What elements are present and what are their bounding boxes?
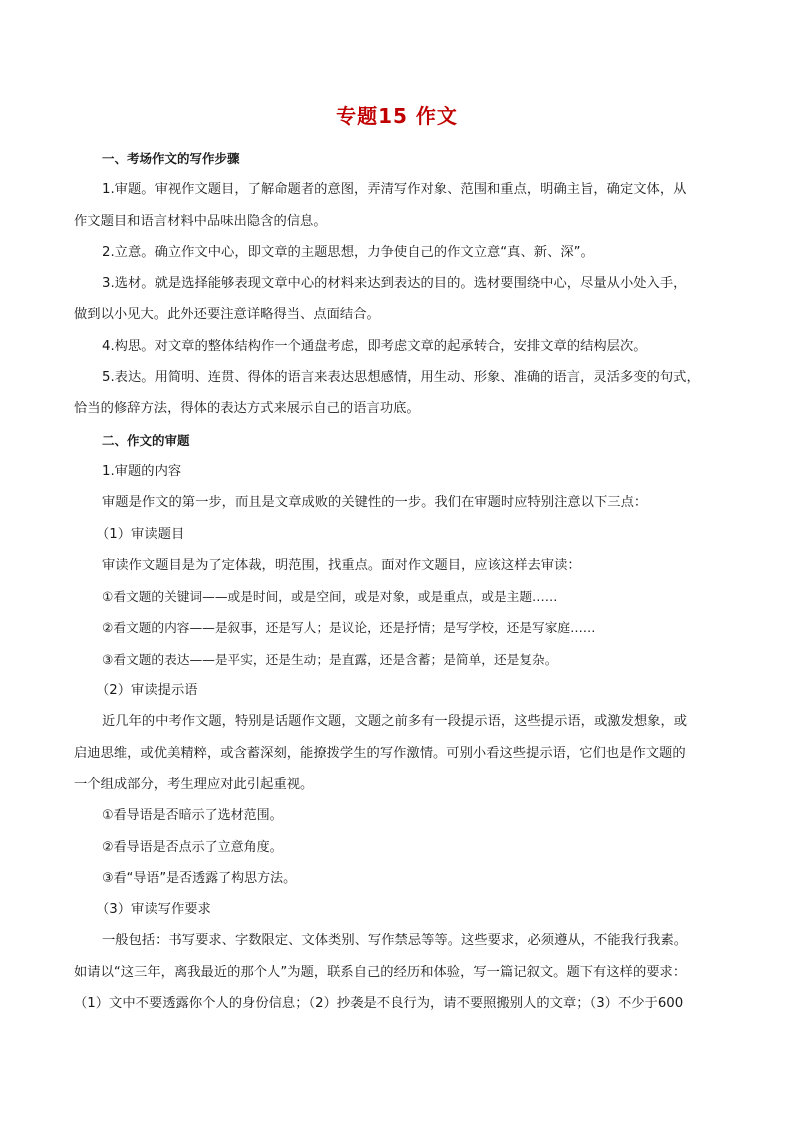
paragraph-line: （1）文中不要透露你个人的身份信息；（2）抄袭是不良行为，请不要照搬别人的文章；（3）不少于600 <box>74 996 684 1012</box>
list-item: ③看文题的表达——是平实，还是生动；是直露，还是含蓄；是简单，还是复杂。 <box>102 651 558 667</box>
paragraph-line: 一般包括：书写要求、字数限定、文体类别、写作禁忌等等。这些要求，必须遵从，不能我行我素。 <box>102 933 688 949</box>
list-item: ②看文题的内容——是叙事，还是写人；是议论，还是抒情；是写学校，还是写家庭…… <box>102 620 596 636</box>
paragraph-line: 4.构思。对文章的整体结构作一个通盘考虑，即考虑文章的起承转合，安排文章的结构层次。 <box>102 338 647 354</box>
subheading: （3）审读写作要求 <box>96 902 211 918</box>
paragraph-line: 审题是作文的第一步，而且是文章成败的关键性的一步。我们在审题时应特别注意以下三点： <box>102 495 648 511</box>
list-item: ③看“导语”是否透露了构思方法。 <box>102 870 297 886</box>
subheading: 1.审题的内容 <box>102 463 182 479</box>
paragraph-line: 恰当的修辞方法，得体的表达方式来展示自己的语言功底。 <box>74 401 420 417</box>
paragraph-line: 1.审题。审视作文题目，了解命题者的意图，弄清写作对象、范围和重点，明确主旨，确定文体，从 <box>102 182 687 198</box>
paragraph-line: 一个组成部分，考生理应对此引起重视。 <box>74 776 314 792</box>
list-item: ①看导语是否暗示了选材范围。 <box>102 808 283 824</box>
subheading: （1）审读题目 <box>96 526 185 542</box>
paragraph-line: 做到以小见大。此外还要注意详略得当、点面结合。 <box>74 307 380 323</box>
paragraph-line: 如请以“这三年，离我最近的那个人”为题，联系自己的经历和体验，写一篇记叙文。题下有这样的要求： <box>74 964 687 980</box>
subheading: （2）审读提示语 <box>96 683 198 699</box>
paragraph-line: 3.选材。就是选择能够表现文章中心的材料来达到表达的目的。选材要围绕中心，尽量从小处入手， <box>102 276 687 292</box>
list-item: ①看文题的关键词——或是时间，或是空间，或是对象，或是重点，或是主题…… <box>102 589 558 605</box>
paragraph-line: 启迪思维，或优美精粹，或含蓄深刻，能撩拨学生的写作激情。可别小看这些提示语，它们也是作文题的 <box>74 745 686 761</box>
document-body <box>74 143 700 1019</box>
paragraph-line: 审读作文题目是为了定体裁，明范围，找重点。面对作文题目，应该这样去审读： <box>102 557 581 573</box>
paragraph-line: 5.表达。用简明、连贯、得体的语言来表达思想感情，用生动、形象、准确的语言，灵活多变的句式， <box>102 370 700 386</box>
paragraph-line: 近几年的中考作文题，特别是话题作文题，文题之前多有一段提示语，这些提示语，或激发想象，或 <box>102 714 688 730</box>
section-heading-2: 二、作文的审题 <box>102 432 190 448</box>
paragraph-line: 作文题目和语言材料中品味出隐含的信息。 <box>74 213 327 229</box>
page-title: 专题15 作文 <box>336 104 458 128</box>
section-heading-1: 一、考场作文的写作步骤 <box>102 151 240 166</box>
paragraph-line: 2.立意。确立作文中心，即文章的主题思想，力争使自己的作文立意“真、新、深”。 <box>102 244 594 260</box>
list-item: ②看导语是否点示了立意角度。 <box>102 839 283 855</box>
